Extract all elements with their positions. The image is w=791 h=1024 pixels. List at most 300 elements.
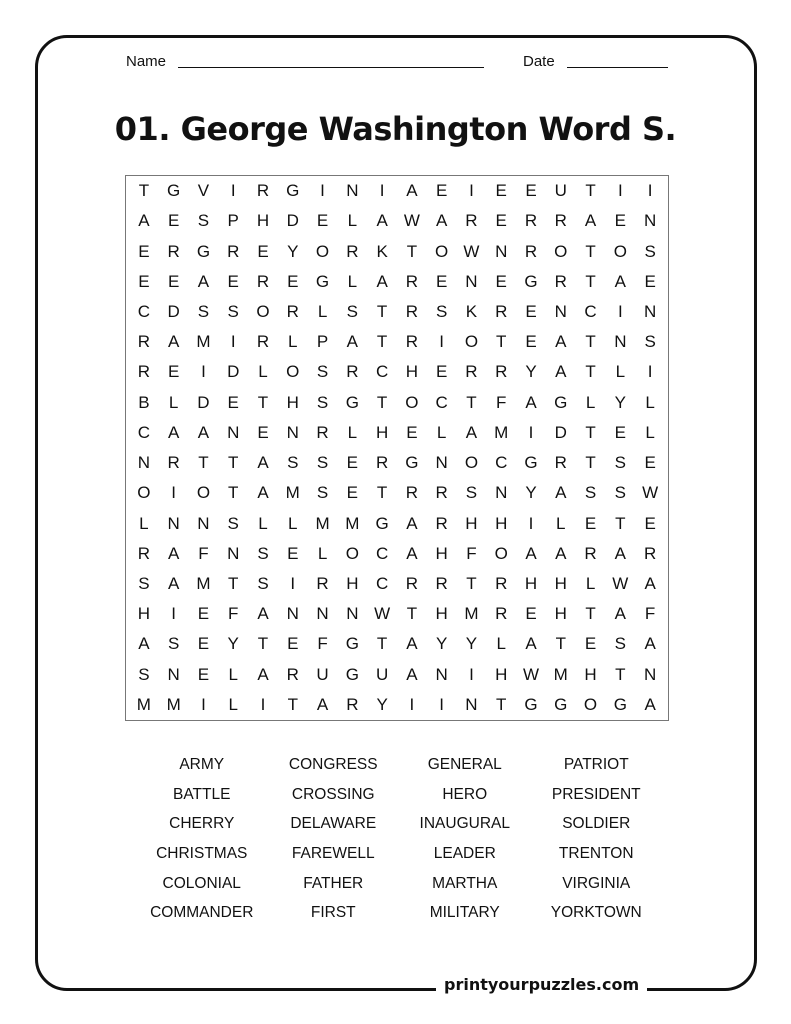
grid-cell[interactable]: O	[464, 332, 479, 352]
grid-cell[interactable]: M	[464, 604, 479, 624]
grid-cell[interactable]: I	[439, 332, 445, 352]
grid-cell[interactable]: G	[524, 453, 538, 473]
grid-cell[interactable]: L	[139, 513, 149, 533]
grid-cell[interactable]: N	[643, 211, 657, 231]
grid-cell[interactable]: L	[615, 362, 626, 382]
grid-cell[interactable]: O	[256, 301, 270, 321]
grid-cell[interactable]: E	[167, 362, 180, 382]
grid-cell[interactable]: F	[496, 392, 507, 412]
grid-cell[interactable]: C	[495, 453, 508, 473]
grid-cell[interactable]: R	[495, 573, 508, 593]
grid-cell[interactable]: P	[227, 211, 239, 231]
grid-cell[interactable]: I	[290, 573, 296, 593]
grid-cell[interactable]: G	[524, 271, 538, 291]
grid-cell[interactable]: R	[405, 301, 419, 321]
grid-cell[interactable]: T	[585, 241, 596, 261]
grid-cell[interactable]: T	[228, 483, 239, 503]
grid-cell[interactable]: T	[376, 332, 388, 352]
grid-cell[interactable]: A	[167, 332, 180, 352]
grid-cell[interactable]: T	[585, 422, 596, 442]
grid-cell[interactable]: N	[465, 271, 478, 291]
grid-cell[interactable]: H	[137, 604, 151, 624]
grid-cell[interactable]: S	[644, 241, 656, 261]
grid-cell[interactable]: A	[257, 483, 269, 503]
grid-cell[interactable]: A	[555, 483, 567, 503]
grid-cell[interactable]: E	[287, 271, 299, 291]
grid-cell[interactable]: W	[522, 664, 540, 684]
grid-cell[interactable]: S	[614, 453, 626, 473]
grid-cell[interactable]: L	[288, 513, 298, 533]
grid-cell[interactable]: T	[257, 392, 269, 412]
grid-cell[interactable]: Y	[614, 392, 626, 412]
grid-cell[interactable]: I	[320, 181, 325, 201]
grid-cell[interactable]: Y	[376, 694, 388, 714]
grid-cell[interactable]: D	[197, 392, 210, 412]
grid-cell[interactable]: E	[525, 301, 537, 321]
grid-cell[interactable]: S	[644, 332, 656, 352]
grid-cell[interactable]: Y	[287, 241, 299, 261]
grid-cell[interactable]: E	[495, 181, 507, 201]
grid-cell[interactable]: E	[197, 634, 210, 654]
grid-cell[interactable]: O	[315, 241, 330, 261]
grid-cell[interactable]: L	[168, 392, 179, 412]
grid-cell[interactable]: R	[524, 211, 538, 231]
grid-cell[interactable]: N	[495, 483, 508, 503]
grid-cell[interactable]: Y	[227, 634, 239, 654]
grid-cell[interactable]: A	[167, 543, 180, 563]
grid-cell[interactable]: A	[525, 392, 537, 412]
grid-cell[interactable]: R	[405, 483, 419, 503]
grid-cell[interactable]: R	[137, 362, 151, 382]
grid-cell[interactable]: A	[346, 332, 358, 352]
grid-cell[interactable]: T	[138, 181, 150, 201]
grid-cell[interactable]: H	[554, 573, 567, 593]
grid-cell[interactable]: F	[228, 604, 239, 624]
grid-cell[interactable]: I	[171, 604, 177, 624]
grid-cell[interactable]: A	[316, 694, 329, 714]
grid-cell[interactable]: R	[435, 573, 448, 593]
grid-cell[interactable]: S	[316, 483, 329, 503]
grid-cell[interactable]: M	[136, 694, 151, 714]
grid-cell[interactable]: A	[644, 694, 656, 714]
grid-cell[interactable]: H	[286, 392, 299, 412]
grid-cell[interactable]: T	[585, 181, 596, 201]
grid-cell[interactable]: C	[137, 422, 151, 442]
grid-cell[interactable]: E	[584, 513, 597, 533]
grid-cell[interactable]: D	[286, 211, 299, 231]
grid-cell[interactable]: P	[316, 332, 329, 352]
grid-cell[interactable]: L	[556, 513, 566, 533]
grid-cell[interactable]: M	[345, 513, 360, 533]
grid-cell[interactable]: N	[435, 664, 448, 684]
grid-cell[interactable]: G	[345, 664, 359, 684]
grid-cell[interactable]: C	[375, 362, 389, 382]
grid-cell[interactable]: L	[585, 392, 596, 412]
grid-cell[interactable]: S	[316, 453, 329, 473]
grid-cell[interactable]: E	[495, 271, 507, 291]
grid-cell[interactable]: A	[197, 422, 210, 442]
grid-cell[interactable]: M	[196, 332, 211, 352]
grid-cell[interactable]: A	[584, 211, 597, 231]
grid-cell[interactable]: E	[525, 181, 537, 201]
grid-cell[interactable]: O	[435, 241, 449, 261]
grid-cell[interactable]: E	[227, 392, 239, 412]
grid-cell[interactable]: R	[495, 362, 508, 382]
grid-cell[interactable]: O	[494, 543, 508, 563]
grid-cell[interactable]: E	[644, 271, 656, 291]
grid-cell[interactable]: R	[286, 664, 299, 684]
grid-cell[interactable]: A	[406, 543, 418, 563]
grid-cell[interactable]: R	[554, 453, 567, 473]
grid-cell[interactable]: N	[643, 664, 657, 684]
grid-cell[interactable]: A	[257, 604, 269, 624]
grid-cell[interactable]: F	[317, 634, 328, 654]
grid-cell[interactable]: I	[201, 694, 206, 714]
grid-cell[interactable]: G	[554, 392, 568, 412]
grid-cell[interactable]: R	[495, 301, 508, 321]
grid-cell[interactable]: T	[376, 301, 388, 321]
grid-cell[interactable]: K	[376, 241, 388, 261]
grid-cell[interactable]: L	[347, 211, 358, 231]
grid-cell[interactable]: A	[465, 422, 478, 442]
grid-cell[interactable]: O	[613, 241, 627, 261]
grid-cell[interactable]: R	[435, 483, 448, 503]
grid-cell[interactable]: E	[495, 211, 507, 231]
grid-cell[interactable]: S	[257, 543, 269, 563]
grid-cell[interactable]: G	[345, 392, 359, 412]
grid-cell[interactable]: A	[406, 664, 418, 684]
grid-cell[interactable]: C	[375, 543, 389, 563]
grid-cell[interactable]: T	[287, 694, 298, 714]
grid-cell[interactable]: G	[345, 634, 359, 654]
grid-cell[interactable]: E	[346, 453, 358, 473]
grid-cell[interactable]: W	[642, 483, 659, 503]
grid-cell[interactable]: M	[285, 483, 300, 503]
grid-cell[interactable]: T	[376, 634, 388, 654]
grid-cell[interactable]: W	[463, 241, 480, 261]
grid-cell[interactable]: N	[286, 604, 299, 624]
grid-cell[interactable]: R	[316, 573, 329, 593]
grid-cell[interactable]: R	[405, 573, 419, 593]
grid-cell[interactable]: R	[256, 332, 270, 352]
grid-cell[interactable]: U	[316, 664, 329, 684]
grid-cell[interactable]: L	[258, 362, 268, 382]
name-field-line[interactable]	[178, 67, 484, 68]
grid-cell[interactable]: A	[406, 634, 418, 654]
grid-cell[interactable]: A	[138, 634, 150, 654]
grid-cell[interactable]: H	[495, 513, 508, 533]
grid-cell[interactable]: N	[346, 181, 359, 201]
grid-cell[interactable]: E	[167, 271, 180, 291]
grid-cell[interactable]: T	[585, 604, 596, 624]
grid-cell[interactable]: F	[198, 543, 209, 563]
grid-cell[interactable]: L	[258, 513, 268, 533]
grid-cell[interactable]: C	[137, 301, 151, 321]
grid-cell[interactable]: E	[257, 241, 269, 261]
grid-cell[interactable]: G	[524, 694, 538, 714]
grid-cell[interactable]: R	[375, 453, 389, 473]
grid-cell[interactable]: Y	[525, 483, 537, 503]
grid-cell[interactable]: I	[469, 664, 474, 684]
grid-cell[interactable]: A	[257, 453, 269, 473]
grid-cell[interactable]: T	[496, 332, 507, 352]
grid-cell[interactable]: A	[197, 271, 210, 291]
grid-cell[interactable]: R	[465, 211, 478, 231]
grid-cell[interactable]: N	[286, 422, 299, 442]
grid-cell[interactable]: E	[287, 634, 299, 654]
grid-cell[interactable]: M	[166, 694, 181, 714]
grid-cell[interactable]: R	[256, 181, 270, 201]
grid-cell[interactable]: S	[316, 392, 329, 412]
grid-cell[interactable]: R	[286, 301, 299, 321]
date-field-line[interactable]	[567, 67, 668, 68]
grid-cell[interactable]: W	[374, 604, 391, 624]
grid-cell[interactable]: R	[346, 362, 359, 382]
grid-cell[interactable]: G	[167, 181, 181, 201]
grid-cell[interactable]: O	[345, 543, 359, 563]
grid-cell[interactable]: H	[435, 604, 448, 624]
grid-cell[interactable]: R	[405, 271, 419, 291]
grid-cell[interactable]: L	[645, 392, 655, 412]
grid-cell[interactable]: R	[167, 241, 180, 261]
grid-cell[interactable]: Y	[525, 362, 537, 382]
grid-cell[interactable]: I	[439, 694, 445, 714]
grid-cell[interactable]: E	[584, 634, 597, 654]
grid-cell[interactable]: I	[469, 181, 474, 201]
grid-cell[interactable]: E	[197, 604, 210, 624]
grid-cell[interactable]: M	[196, 573, 211, 593]
grid-cell[interactable]: R	[316, 422, 329, 442]
grid-cell[interactable]: S	[584, 483, 597, 503]
grid-cell[interactable]: G	[554, 694, 568, 714]
grid-cell[interactable]: G	[405, 453, 419, 473]
grid-cell[interactable]: S	[316, 362, 329, 382]
grid-cell[interactable]: I	[617, 181, 623, 201]
grid-cell[interactable]: I	[260, 694, 266, 714]
grid-cell[interactable]: T	[198, 453, 209, 473]
grid-cell[interactable]: H	[256, 211, 270, 231]
grid-cell[interactable]: R	[405, 332, 419, 352]
grid-cell[interactable]: H	[554, 604, 567, 624]
grid-cell[interactable]: H	[405, 362, 419, 382]
grid-cell[interactable]: G	[196, 241, 211, 261]
grid-cell[interactable]: E	[257, 422, 269, 442]
grid-cell[interactable]: S	[197, 301, 210, 321]
grid-cell[interactable]: A	[644, 634, 656, 654]
grid-cell[interactable]: N	[554, 301, 567, 321]
grid-cell[interactable]: I	[647, 181, 653, 201]
grid-cell[interactable]: R	[435, 513, 448, 533]
grid-cell[interactable]: E	[614, 422, 626, 442]
grid-cell[interactable]: S	[227, 301, 239, 321]
grid-cell[interactable]: N	[167, 513, 180, 533]
grid-cell[interactable]: D	[167, 301, 180, 321]
grid-cell[interactable]: T	[496, 694, 507, 714]
grid-cell[interactable]: H	[435, 543, 448, 563]
grid-cell[interactable]: R	[465, 362, 478, 382]
grid-cell[interactable]: S	[346, 301, 358, 321]
grid-cell[interactable]: H	[584, 664, 597, 684]
grid-cell[interactable]: T	[406, 241, 418, 261]
grid-cell[interactable]: S	[465, 483, 478, 503]
grid-cell[interactable]: R	[554, 271, 567, 291]
grid-cell[interactable]: R	[256, 271, 270, 291]
grid-cell[interactable]: O	[583, 694, 598, 714]
grid-cell[interactable]: Y	[465, 634, 478, 654]
grid-cell[interactable]: R	[643, 543, 657, 563]
grid-cell[interactable]: A	[167, 573, 180, 593]
grid-cell[interactable]: N	[346, 604, 359, 624]
grid-cell[interactable]: E	[614, 211, 626, 231]
grid-cell[interactable]: E	[406, 422, 418, 442]
grid-cell[interactable]: T	[585, 332, 596, 352]
grid-cell[interactable]: C	[584, 301, 597, 321]
grid-cell[interactable]: A	[525, 543, 537, 563]
grid-cell[interactable]: E	[138, 271, 150, 291]
grid-cell[interactable]: E	[644, 453, 656, 473]
grid-cell[interactable]: A	[167, 422, 180, 442]
grid-cell[interactable]: I	[201, 362, 206, 382]
grid-cell[interactable]: O	[554, 241, 568, 261]
grid-cell[interactable]: E	[525, 604, 537, 624]
grid-cell[interactable]: I	[528, 422, 534, 442]
grid-cell[interactable]: T	[257, 634, 269, 654]
grid-cell[interactable]: I	[230, 332, 236, 352]
grid-cell[interactable]: A	[614, 604, 626, 624]
grid-cell[interactable]: L	[347, 271, 358, 291]
grid-cell[interactable]: S	[167, 634, 180, 654]
grid-cell[interactable]: T	[406, 604, 418, 624]
grid-cell[interactable]: U	[375, 664, 389, 684]
grid-cell[interactable]: E	[435, 362, 448, 382]
grid-cell[interactable]: S	[614, 634, 626, 654]
grid-cell[interactable]: S	[197, 211, 210, 231]
grid-cell[interactable]: A	[644, 573, 656, 593]
grid-cell[interactable]: R	[167, 453, 180, 473]
grid-cell[interactable]: I	[409, 694, 415, 714]
grid-cell[interactable]: I	[528, 513, 534, 533]
grid-cell[interactable]: S	[257, 573, 269, 593]
grid-cell[interactable]: G	[375, 513, 389, 533]
grid-cell[interactable]: V	[197, 181, 210, 201]
grid-cell[interactable]: O	[196, 483, 211, 503]
grid-cell[interactable]: D	[554, 422, 567, 442]
grid-cell[interactable]: N	[614, 332, 627, 352]
grid-cell[interactable]: I	[617, 301, 623, 321]
grid-cell[interactable]: U	[554, 181, 567, 201]
grid-cell[interactable]: H	[375, 422, 389, 442]
grid-cell[interactable]: E	[167, 211, 180, 231]
grid-cell[interactable]: Y	[435, 634, 448, 654]
grid-cell[interactable]: M	[494, 422, 509, 442]
grid-cell[interactable]: N	[495, 241, 508, 261]
grid-cell[interactable]: N	[197, 513, 210, 533]
grid-cell[interactable]: E	[435, 181, 448, 201]
grid-cell[interactable]: B	[138, 392, 150, 412]
grid-cell[interactable]: R	[495, 604, 508, 624]
grid-cell[interactable]: A	[525, 634, 537, 654]
grid-cell[interactable]: F	[466, 543, 477, 563]
grid-cell[interactable]: N	[435, 453, 448, 473]
grid-cell[interactable]: R	[554, 211, 567, 231]
grid-cell[interactable]: O	[137, 483, 151, 503]
grid-cell[interactable]: S	[435, 301, 448, 321]
grid-cell[interactable]: H	[524, 573, 538, 593]
grid-cell[interactable]: O	[405, 392, 419, 412]
grid-cell[interactable]: L	[317, 543, 328, 563]
grid-cell[interactable]: R	[137, 332, 151, 352]
grid-cell[interactable]: E	[644, 513, 656, 533]
grid-cell[interactable]: A	[555, 332, 567, 352]
grid-cell[interactable]: E	[316, 211, 329, 231]
grid-cell[interactable]: L	[228, 664, 238, 684]
grid-cell[interactable]: L	[228, 694, 238, 714]
grid-cell[interactable]: M	[553, 664, 568, 684]
grid-cell[interactable]: T	[466, 392, 477, 412]
grid-cell[interactable]: N	[227, 422, 240, 442]
grid-cell[interactable]: M	[315, 513, 330, 533]
grid-cell[interactable]: A	[614, 543, 626, 563]
grid-cell[interactable]: A	[406, 513, 418, 533]
grid-cell[interactable]: N	[167, 664, 180, 684]
grid-cell[interactable]: T	[376, 483, 388, 503]
grid-cell[interactable]: T	[228, 453, 239, 473]
grid-cell[interactable]: I	[647, 362, 653, 382]
grid-cell[interactable]: T	[585, 362, 596, 382]
grid-cell[interactable]: T	[615, 513, 626, 533]
grid-cell[interactable]: O	[286, 362, 300, 382]
grid-cell[interactable]: S	[138, 664, 150, 684]
grid-cell[interactable]: A	[406, 181, 418, 201]
grid-cell[interactable]: R	[346, 241, 359, 261]
grid-cell[interactable]: A	[376, 211, 388, 231]
grid-cell[interactable]: H	[495, 664, 508, 684]
grid-cell[interactable]: T	[228, 573, 239, 593]
grid-cell[interactable]: L	[496, 634, 506, 654]
grid-cell[interactable]: R	[346, 694, 359, 714]
grid-cell[interactable]: I	[230, 181, 236, 201]
grid-cell[interactable]: O	[464, 453, 479, 473]
grid-cell[interactable]: G	[315, 271, 330, 291]
grid-cell[interactable]: W	[403, 211, 420, 231]
grid-cell[interactable]: W	[612, 573, 629, 593]
grid-cell[interactable]: N	[227, 543, 240, 563]
grid-cell[interactable]: S	[227, 513, 239, 533]
grid-cell[interactable]: C	[435, 392, 448, 412]
grid-cell[interactable]: A	[614, 271, 626, 291]
grid-cell[interactable]: K	[465, 301, 478, 321]
grid-cell[interactable]: H	[346, 573, 359, 593]
grid-cell[interactable]: A	[555, 543, 567, 563]
grid-cell[interactable]: S	[614, 483, 626, 503]
grid-cell[interactable]: E	[138, 241, 150, 261]
grid-cell[interactable]: C	[375, 573, 389, 593]
grid-cell[interactable]: L	[288, 332, 298, 352]
grid-cell[interactable]: T	[585, 271, 596, 291]
grid-cell[interactable]: G	[286, 181, 300, 201]
grid-cell[interactable]: E	[525, 332, 537, 352]
grid-cell[interactable]: T	[585, 453, 596, 473]
grid-cell[interactable]: E	[227, 271, 239, 291]
grid-cell[interactable]: A	[138, 211, 150, 231]
grid-cell[interactable]: R	[227, 241, 240, 261]
grid-cell[interactable]: R	[524, 241, 538, 261]
grid-cell[interactable]: T	[376, 392, 388, 412]
grid-cell[interactable]: S	[138, 573, 150, 593]
grid-cell[interactable]: I	[379, 181, 385, 201]
grid-cell[interactable]: R	[137, 543, 151, 563]
grid-cell[interactable]: N	[316, 604, 329, 624]
